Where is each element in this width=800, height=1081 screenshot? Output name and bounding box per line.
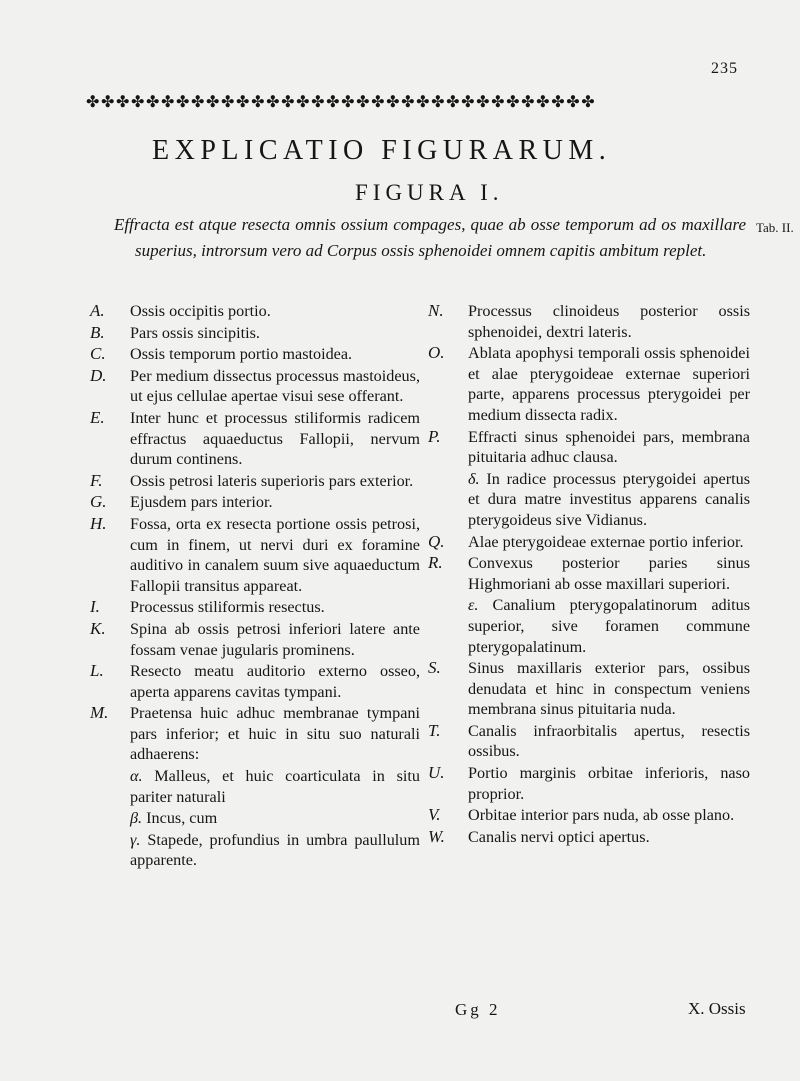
legend-entry: [428, 427, 750, 468]
legend-entry: [90, 514, 420, 596]
entry-text: Ablata apophysi temporali ossis sphenoidei et alae pterygoideae externae superiori parte, apparens processus pterygoidei per medium dissecta radix.: [468, 344, 750, 424]
legend-entry: [428, 763, 750, 804]
subentry-letter: γ.: [130, 830, 141, 849]
subentry-text: Incus, cum: [146, 809, 218, 828]
entry-text: Inter hunc et processus stiliformis radicem effractus aquaeductus Fallopii, nervum durum continens.: [130, 408, 420, 469]
entry-text: Canalis nervi optici apertus.: [468, 827, 650, 846]
legend-entry: [90, 408, 420, 470]
entry-letter: M.: [90, 703, 109, 723]
legend-subentry: [90, 766, 420, 807]
entry-text: Convexus posterior paries sinus Highmoriani ab osse maxillari superiori.: [468, 554, 750, 593]
entry-text: Resecto meatu auditorio externo osseo, aperta apparens cavitas tympani.: [130, 662, 420, 701]
legend-subentry: [428, 469, 750, 531]
entry-letter: U.: [428, 763, 445, 783]
plate-reference: Tab. II.: [756, 220, 794, 235]
subentry-letter: ε.: [468, 596, 479, 615]
legend-entry: [90, 492, 420, 513]
subentry-text: Malleus, et huic coarticulata in situ pariter naturali: [130, 767, 420, 806]
legend-subentry: [90, 808, 420, 829]
entry-text: Processus stiliformis resectus.: [130, 598, 325, 617]
entry-letter: V.: [428, 805, 441, 825]
entry-text: Fossa, orta ex resecta portione ossis petrosi, cum in finem, ut nervi duri ex foramine auditivo in canalem suum sive aquaeductum Fallopii transitus appareat.: [130, 514, 420, 595]
legend-entry: [90, 323, 420, 344]
entry-text: Spina ab ossis petrosi inferiori latere ante fossam venae jugularis prominens.: [130, 619, 420, 659]
entry-text: Per medium dissectus processus mastoideus, ut ejus cellulae apertae visui sese offerant.: [130, 366, 420, 406]
entry-letter: R.: [428, 553, 443, 573]
legend-entry: [428, 301, 750, 342]
legend-entry: [90, 661, 420, 702]
entry-letter: B.: [90, 322, 105, 342]
figure-heading: FIGURA I.: [355, 180, 504, 205]
entry-letter: L.: [90, 661, 104, 681]
page-title: EXPLICATIO FIGURARUM.: [152, 135, 612, 166]
legend-entry: [428, 721, 750, 762]
legend-entry: [428, 827, 750, 848]
entry-letter: I.: [90, 597, 100, 617]
entry-text: Ossis occipitis portio.: [130, 302, 271, 320]
legend-entry: [428, 805, 750, 826]
legend-entry: [90, 597, 420, 618]
legend-entry: [90, 344, 420, 365]
entry-letter: F.: [90, 470, 103, 490]
entry-letter: O.: [428, 343, 445, 363]
entry-text: Alae pterygoideae externae portio inferior.: [468, 532, 744, 551]
entry-text: Pars ossis sincipitis.: [130, 323, 260, 342]
entry-text: Effracti sinus sphenoidei pars, membrana pituitaria adhuc clausa.: [468, 427, 750, 467]
legend-entry: [428, 658, 750, 720]
subentry-letter: α.: [130, 767, 143, 786]
legend-entry: [90, 619, 420, 660]
subentry-letter: δ.: [468, 469, 480, 488]
legend-entry: [428, 553, 750, 594]
entry-text: Praetensa huic adhuc membranae tympani pars inferior; et huic in situ suo naturali adhaerens:: [130, 704, 420, 764]
entry-letter: D.: [90, 365, 107, 385]
legend-entry: [90, 471, 420, 492]
legend-entry: [428, 343, 750, 425]
entry-letter: W.: [428, 826, 445, 846]
subentry-text: Canalium pterygopalatinorum aditus superior, sive foramen commune pterygopalatinum.: [468, 596, 750, 656]
subentry-text: Stapede, profundius in umbra paullulum apparente.: [130, 830, 420, 870]
legend-subentry: [90, 830, 420, 871]
entry-text: Ossis temporum portio mastoidea.: [130, 345, 353, 364]
entry-text: Sinus maxillaris exterior pars, ossibus denudata et hinc in conspectum veniens membrana sinus pituitaria nuda.: [468, 659, 750, 719]
entry-letter: A.: [90, 301, 105, 320]
legend-subentry: [428, 595, 750, 657]
entry-letter: H.: [90, 513, 107, 533]
ornamental-border: ✤✤✤✤✤✤✤✤✤✤✤✤✤✤✤✤✤✤✤✤✤✤✤✤✤✤✤✤✤✤✤✤✤✤: [86, 94, 597, 111]
entry-text: Portio marginis orbitae inferioris, naso proprior.: [468, 764, 750, 803]
legend-entry: [90, 703, 420, 765]
entry-letter: G.: [90, 492, 107, 512]
legend-entry: [90, 366, 420, 407]
page-number: 235: [711, 60, 738, 77]
legend-column-right: [428, 301, 750, 848]
subentry-letter: β.: [130, 809, 143, 828]
entry-text: Processus clinoideus posterior ossis sphenoidei, dextri lateris.: [468, 302, 750, 341]
entry-letter: P.: [428, 426, 441, 446]
subentry-text: In radice processus pterygoidei apertus et dura matre investitus apparens canalis pterygoideus sive Vidianus.: [468, 469, 750, 529]
entry-text: Canalis infraorbitalis apertus, resectis ossibus.: [468, 721, 750, 761]
legend-entry: [90, 301, 420, 322]
entry-letter: S.: [428, 658, 441, 678]
entry-letter: Q.: [428, 531, 445, 551]
catchword: X. Ossis: [688, 999, 746, 1018]
intro-paragraph: Effracta est atque resecta omnis ossium compages, quae ab osse temporum ad os maxillare superius, introrsum vero ad Corpus ossis sphenoidei omnem capitis ambitum replet.: [114, 215, 746, 260]
entry-text: Ejusdem pars interior.: [130, 493, 273, 512]
legend-entry: [428, 532, 750, 553]
entry-letter: T.: [428, 720, 441, 740]
entry-text: Orbitae interior pars nuda, ab osse plano.: [468, 806, 735, 825]
entry-letter: K.: [90, 618, 106, 638]
entry-letter: E.: [90, 407, 105, 427]
entry-letter: N.: [428, 301, 444, 320]
signature-mark: Gg 2: [455, 1000, 501, 1019]
entry-text: Ossis petrosi lateris superioris pars exterior.: [130, 471, 414, 490]
entry-letter: C.: [90, 344, 106, 364]
legend-column-left: [90, 301, 420, 872]
